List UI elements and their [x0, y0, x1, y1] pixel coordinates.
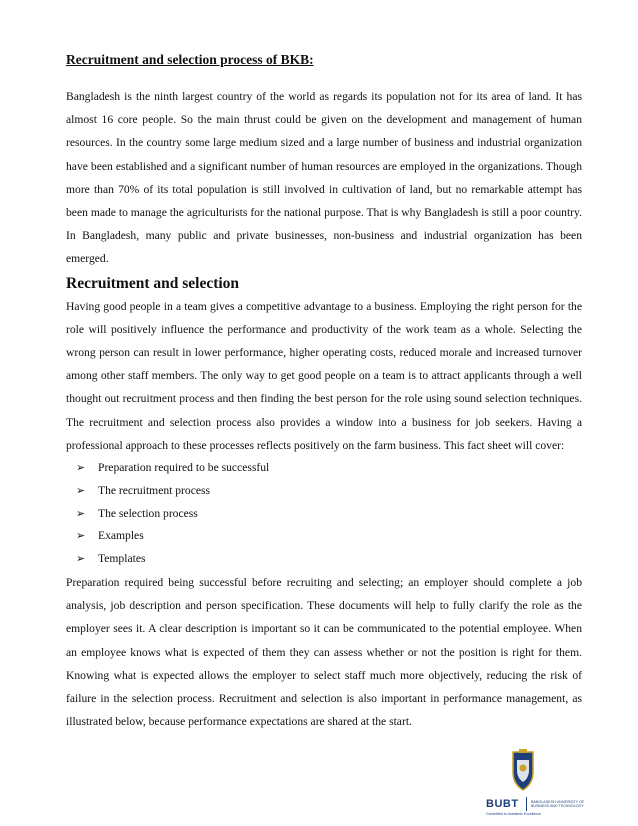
list-item [76, 525, 582, 548]
section-heading: Recruitment and selection [66, 274, 240, 292]
logo-tagline: Committed to Academic Excellence [486, 812, 541, 816]
section-paragraph: Having good people in a team gives a competitive advantage to a business. Employing the right person for the role will positively influence the performance and productivity of the work team as a whole. Selecting the wrong person can result in lower performance, higher operating costs, reduced morale and increased turnover among other staff members. The only way to get good people on a team is to attract applicants through a well thought out recruitment process and then finding the best person for the role using sound selection techniques. The recruitment and selection process also provides a window into a business for job seekers. Having a professional approach to these processes reflects positively on the farm business. This fact sheet will cover: [66, 299, 582, 452]
bullet-text: Preparation required to be successful [98, 461, 270, 475]
arrow-bullet-icon: ➢ [76, 461, 86, 475]
bullet-text: Templates [98, 552, 146, 566]
list-item [76, 457, 582, 480]
bullet-text: The recruitment process [98, 483, 211, 497]
bullet-text: The selection process [98, 506, 198, 520]
logo-university-name: BANGLADESH UNIVERSITY OF BUSINESS AND TECHNOLOGY [531, 799, 585, 808]
list-item [76, 503, 582, 526]
arrow-bullet-icon: ➢ [76, 552, 86, 566]
intro-paragraph: Bangladesh is the ninth largest country of the world as regards its population not for its area of land. It has almost 16 core people. So the main thrust could be given on the development and management of human resources. In the country some large medium sized and a large number of business and industrial organization have been established and a significant number of human resources are employed in the organizations. Though more than 70% of its total population is still involved in cultivation of land, but no remarkable attempt has been made to manage the agriculturists for the national purpose. That is why Bangladesh is still a poor country. In Bangladesh, many public and private businesses, non-business and industrial organization has been emerged. [66, 90, 582, 266]
list-item [76, 548, 582, 571]
document-page [66, 50, 582, 733]
arrow-bullet-icon: ➢ [76, 483, 86, 497]
university-logo [486, 748, 596, 818]
closing-paragraph: Preparation required being successful before recruiting and selecting; an employer should complete a job analysis, job description and person specification. These documents will help to fully clarify the role as the employer sees it. A clear description is important so it can be communicated to the potential employee. When an employee knows what is expected of them they can assess whether or not the position is right for them. Knowing what is expected allows the employer to select staff much more objectively, reducing the risk of failure in the selection process. Recruitment and selection is also important in performance management, as illustrated below, because performance expectations are shared at the start. [66, 576, 582, 729]
list-item [76, 480, 582, 503]
logo-bar [486, 796, 596, 812]
arrow-bullet-icon: ➢ [76, 529, 86, 543]
crest-icon [510, 748, 536, 792]
logo-divider [526, 797, 527, 811]
bullet-list [66, 457, 582, 571]
arrow-bullet-icon: ➢ [76, 506, 86, 520]
document-title: Recruitment and selection process of BKB: [66, 52, 314, 67]
bullet-text: Examples [98, 529, 144, 543]
logo-abbreviation: BUBT [486, 798, 519, 810]
